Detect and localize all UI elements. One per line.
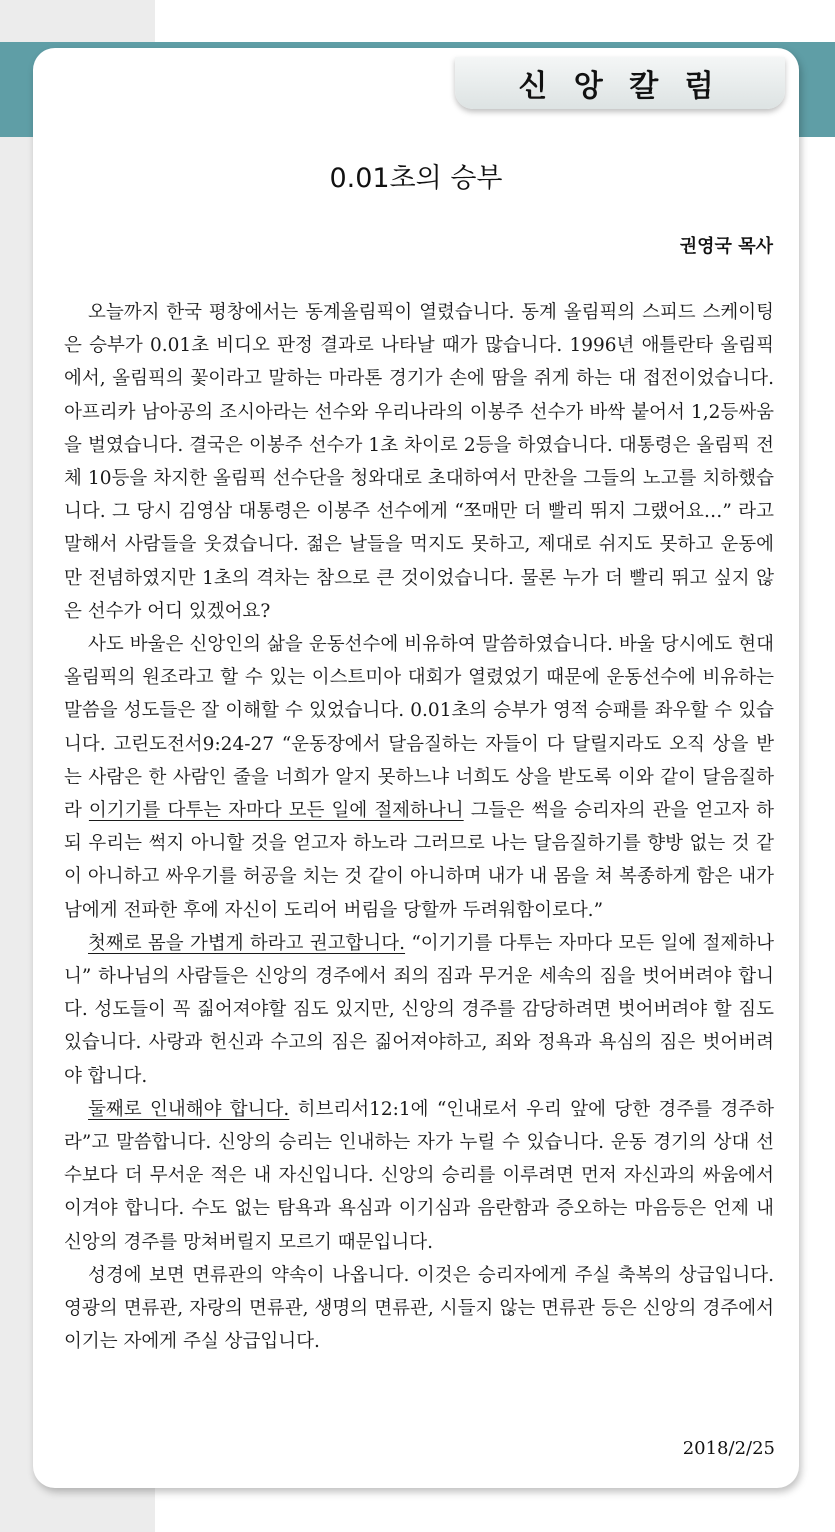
paragraph-4 [64,1093,774,1259]
paragraph-1: 오늘까지 한국 평창에서는 동계올림픽이 열렸습니다. 동계 올림픽의 스피드 스케이팅은 승부가 0.01초 비디오 판정 결과로 나타날 때가 많습니다. 1996년 애틀란타 올림픽에서, 올림픽의 꽃이라고 말하는 마라톤 경기가 손에 땀을 쥐게 하는 대 접전이었습니다. 아프리카 남아공의 조시아라는 선수와 우리나라의 이봉주 선수가 바싹 붙어서 1,2등싸움을 벌였습니다. 결국은 이봉주 선수가 1초 차이로 2등을 하였습니다. 대통령은 올림픽 전체 10등을 차지한 올림픽 선수단을 청와대로 초대하여서 만찬을 그들의 노고를 치하했습니다. 그 당시 김영삼 대통령은 이봉주 선수에게 “쪼매만 더 빨리 뛰지 그랬어요…” 라고 말해서 사람들을 웃겼습니다. 젊은 날들을 먹지도 못하고, 제대로 쉬지도 못하고 운동에만 전념하였지만 1초의 격차는 참으로 큰 것이었습니다. 물론 누가 더 빨리 뛰고 싶지 않은 선수가 어디 있겠어요? [64,302,774,622]
section-label: 신 앙 칼 럼 [518,69,722,104]
paragraph-4-underlined: 둘째로 인내해야 합니다. [88,1098,290,1120]
article-author: 권영국 목사 [679,236,773,257]
paragraph-5: 성경에 보면 면류관의 약속이 나옵니다. 이것은 승리자에게 주실 축복의 상급입니다. 영광의 면류관, 자랑의 면류관, 생명의 면류관, 시들지 않는 면류관 등은 신앙의 경주에서 이기는 자에게 주실 상급입니다. [64,1264,774,1353]
paragraph-2-underlined: 이기기를 다투는 자마다 모든 일에 절제하나니 [88,800,464,822]
paragraph-2-text-b: 그들은 썩을 승리자의 관을 얻고자 하되 우리는 썩지 아니할 것을 얻고자 하노라 그러므로 나는 달음질하기를 향방 없는 것 같이 아니하고 싸우기를 허공을 치는 것 같이 아니하며 내가 내 몸을 쳐 복종하게 함은 내가 남에게 전파한 후에 자신이 도리어 버림을 당할까 두려워함이로다.” [64,800,774,921]
section-tab [455,57,785,109]
article-body [64,296,774,1359]
paragraph-2 [64,628,774,927]
paragraph-4-text: 히브리서12:1에 “인내로서 우리 앞에 당한 경주를 경주하라”고 말씀합니다. 신앙의 승리는 인내하는 자가 누릴 수 있습니다. 운동 경기의 상대 선수보다 더 무서운 적은 내 자신입니다. 신앙의 승리를 이루려면 먼저 자신과의 싸움에서 이겨야 합니다. 수도 없는 탐욕과 욕심과 이기심과 음란함과 증오하는 마음등은 언제 내 신앙의 경주를 망쳐버릴지 모르기 때문입니다. [64,1098,774,1253]
paragraph-3-underlined: 첫째로 몸을 가볍게 하라고 권고합니다. [88,932,406,954]
paragraph-3 [64,927,774,1093]
article-date: 2018/2/25 [682,1438,775,1459]
paragraph-3-text: “이기기를 다투는 자마다 모든 일에 절제하나니” 하나님의 사람들은 신앙의 경주에서 죄의 짐과 무거운 세속의 짐을 벗어버려야 합니다. 성도들이 꼭 짊어져야할 짐도 있지만, 신앙의 경주를 감당하려면 벗어버려야 할 짐도 있습니다. 사랑과 헌신과 수고의 짐은 짊어져야하고, 죄와 정욕과 욕심의 짐은 벗어버려야 합니다. [64,932,775,1087]
article-title: 0.01초의 승부 [329,163,503,194]
paragraph-2-text-a: 사도 바울은 신앙인의 삶을 운동선수에 비유하여 말씀하였습니다. 바울 당시에도 현대 올림픽의 원조라고 할 수 있는 이스트미아 대회가 열렸었기 때문에 운동선수에 비유하는 말씀을 성도들은 잘 이해할 수 있었습니다. 0.01초의 승부가 영적 승패를 좌우할 수 있습니다. 고린도전서9:24-27 “운동장에서 달음질하는 자들이 다 달릴지라도 오직 상을 받는 사람은 한 사람인 줄을 너희가 알지 못하느냐 너희도 상을 받도록 이와 같이 달음질하라 [64,634,774,822]
